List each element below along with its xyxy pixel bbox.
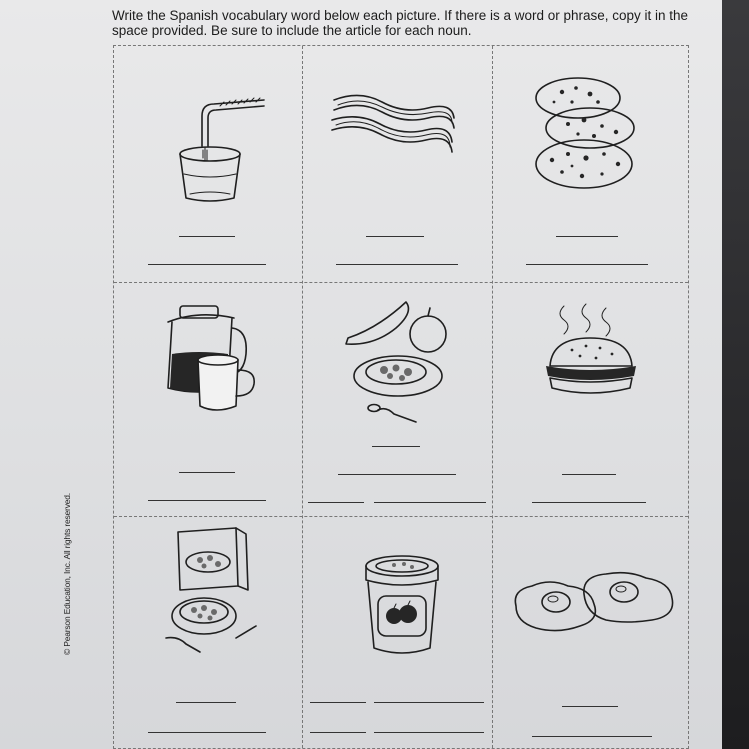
fruit-plate-icon <box>338 298 468 428</box>
picture-cell-coffee <box>114 282 302 516</box>
answer-blank[interactable] <box>310 732 366 733</box>
answer-blank[interactable] <box>148 500 266 501</box>
answer-blank[interactable] <box>532 502 646 503</box>
bacon-icon <box>330 90 458 160</box>
picture-cell-yogurt <box>302 516 492 749</box>
sausage-sandwich-icon <box>542 302 642 412</box>
picture-cell-cereal <box>114 516 302 749</box>
answer-blank[interactable] <box>338 474 456 475</box>
answer-blank[interactable] <box>179 472 235 473</box>
answer-blank[interactable] <box>366 236 424 237</box>
coffee-pot-icon <box>158 304 268 414</box>
answer-blank[interactable] <box>308 502 364 503</box>
fried-eggs-icon <box>510 568 682 640</box>
answer-blank[interactable] <box>562 474 616 475</box>
picture-cell-juice <box>114 46 302 282</box>
answer-blank[interactable] <box>374 702 484 703</box>
answer-blank[interactable] <box>562 706 618 707</box>
picture-cell-eggs <box>492 516 690 749</box>
answer-blank[interactable] <box>148 264 266 265</box>
cereal-bowl-icon <box>160 526 264 656</box>
answer-blank[interactable] <box>526 264 648 265</box>
answer-blank[interactable] <box>374 502 486 503</box>
answer-blank[interactable] <box>179 236 235 237</box>
picture-grid <box>113 45 689 749</box>
picture-cell-fruit-plate <box>302 282 492 516</box>
answer-blank[interactable] <box>556 236 618 237</box>
answer-blank[interactable] <box>374 732 484 733</box>
answer-blank[interactable] <box>372 446 420 447</box>
answer-blank[interactable] <box>148 732 266 733</box>
yogurt-icon <box>360 552 444 660</box>
answer-blank[interactable] <box>336 264 458 265</box>
pancakes-icon <box>532 74 642 194</box>
picture-cell-sandwich <box>492 282 690 516</box>
picture-cell-pancakes <box>492 46 690 282</box>
answer-blank[interactable] <box>532 736 652 737</box>
answer-blank[interactable] <box>176 702 236 703</box>
answer-blank[interactable] <box>310 702 366 703</box>
picture-cell-bacon <box>302 46 492 282</box>
instructions-text: Write the Spanish vocabulary word below each picture. If there is a word or phrase, copy it in the space provided. Be sure to include the article for each noun. <box>112 8 689 38</box>
juice-glass-icon <box>172 86 272 206</box>
copyright-notice: © Pearson Education, Inc. All rights reserved. <box>62 493 72 655</box>
